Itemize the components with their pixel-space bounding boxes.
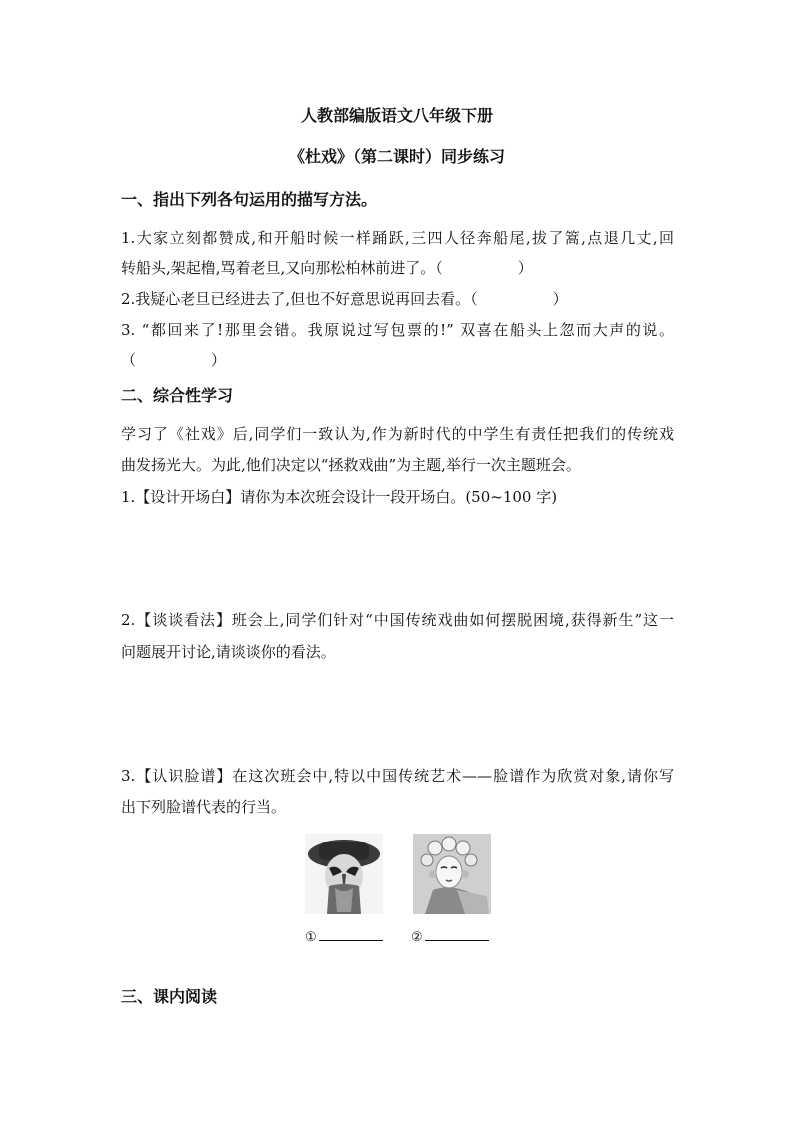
section2-q2-line2: 问题展开讨论,请谈谈你的看法。: [121, 643, 336, 661]
opera-mask-image-2: [413, 834, 491, 914]
opera-mask-2-drawing: [413, 834, 491, 914]
section3-heading: 三、课内阅读: [121, 987, 218, 1006]
answer-blank-1-line[interactable]: [319, 928, 383, 941]
section1-q3-line1: 3. “都回来了!那里会错。我原说过写包票的!” 双喜在船头上忽而大声的说。: [121, 321, 674, 339]
section2-q3-line2: 出下列脸谱代表的行当。: [121, 798, 287, 816]
section1-q1-line2: 转船头,架起橹,骂着老旦,又向那松柏林前进了。（ ）: [121, 259, 533, 277]
section2-intro-line1: 学习了《社戏》后,同学们一致认为,作为新时代的中学生有责任把我们的传统戏: [121, 425, 674, 443]
page-subtitle: 《杜戏》（第二课时）同步练习: [288, 147, 505, 166]
section1-q3-line2: （ ）: [121, 351, 227, 369]
section2-intro-line2: 曲发扬光大。为此,他们决定以“拯救戏曲”为主题,举行一次主题班会。: [121, 456, 581, 474]
section1-heading: 一、指出下列各句运用的描写方法。: [121, 190, 378, 209]
answer-blank-1[interactable]: [305, 928, 383, 946]
answer-blank-1-label: ①: [305, 930, 317, 945]
answer-blank-2[interactable]: [411, 928, 489, 946]
answer-blank-2-label: ②: [411, 930, 423, 945]
page-title: 人教部编版语文八年级下册: [300, 106, 493, 125]
section1-q1-line1: 1.大家立刻都赞成,和开船时候一样踊跃,三四人径奔船尾,拔了篙,点退几丈,回: [121, 229, 674, 247]
section1-q2: 2.我疑心老旦已经进去了,但也不好意思说再回去看。（ ）: [121, 290, 568, 308]
section2-heading: 二、综合性学习: [121, 386, 234, 405]
answer-blank-2-line[interactable]: [425, 928, 489, 941]
opera-mask-image-1: [305, 834, 383, 914]
section2-q1: 1.【设计开场白】请你为本次班会设计一段开场白。(50~100 字): [121, 488, 558, 506]
section2-q2-line1: 2.【谈谈看法】班会上,同学们针对“中国传统戏曲如何摆脱困境,获得新生”这一: [121, 611, 674, 629]
opera-mask-1-drawing: [305, 834, 383, 914]
section2-q3-line1: 3.【认识脸谱】在这次班会中,特以中国传统艺术——脸谱作为欣赏对象,请你写: [121, 767, 674, 785]
